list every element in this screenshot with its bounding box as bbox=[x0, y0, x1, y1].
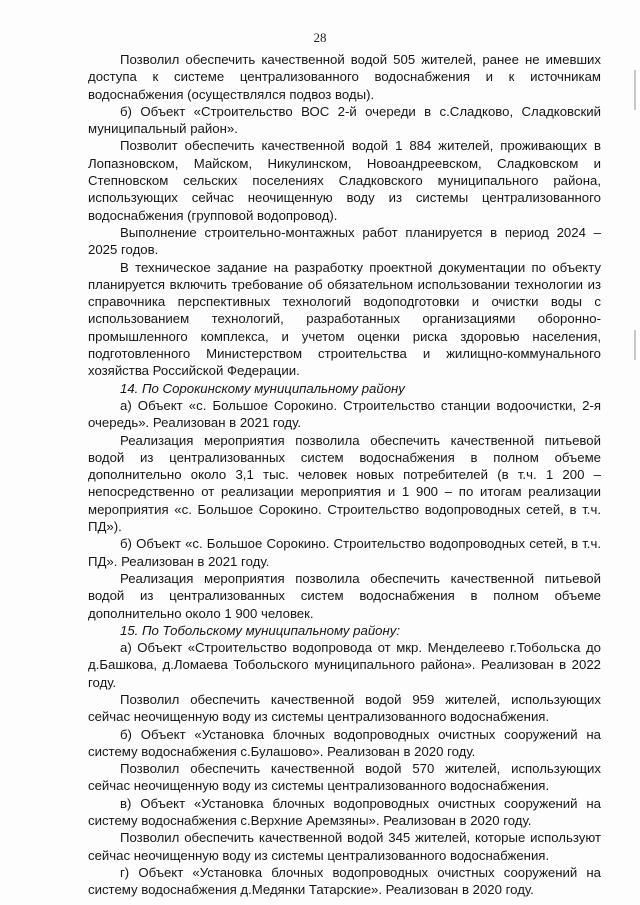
paragraph-505-residents: Позволил обеспечить качественной водой 505 жителей, ранее не имевших доступа к системе централизованного водоснабжения и к источникам водоснабжения (осуществлялся подвоз воды). bbox=[88, 52, 601, 102]
paragraph-sorokino-result-1: Реализация мероприятия позволила обеспечить качественной питьевой водой из централизованных систем водоснабжения в полном объеме дополнительно около 3,1 тыс. человек новых потребителей (в т.ч. 1 200 – непосредственно от реализации мероприятия и 1 900 – по итогам реализации мероприятия «с. Большое Сорокино. Строительство водопроводных сетей, в т.ч. ПД»). bbox=[88, 432, 601, 535]
paragraph-object-b-bulashovo: б) Объект «Установка блочных водопроводных очистных сооружений на систему водоснабжения с.Булашово». Реализован в 2020 году. bbox=[88, 726, 601, 759]
paragraph-construction-period: Выполнение строительно-монтажных работ планируется в период 2024 – 2025 годов. bbox=[88, 224, 601, 258]
paragraph-345-residents: Позволил обеспечить качественной водой 345 жителей, которые используют сейчас неочищенную воду из системы централизованного водоснабжения. bbox=[88, 830, 601, 863]
paragraph-object-b-sorokino: б) Объект «с. Большое Сорокино. Строительство водопроводных сетей, в т.ч. ПД». Реализован в 2021 году. bbox=[88, 536, 601, 569]
paragraph-sorokino-result-2: Реализация мероприятия позволила обеспечить качественной питьевой водой из централизованных систем водоснабжения в полном объеме дополнительно около 1 900 человек. bbox=[88, 570, 601, 621]
paragraph-object-v-aremzyany: в) Объект «Установка блочных водопроводных очистных сооружений на систему водоснабжения с.Верхние Аремзяны». Реализован в 2020 году. bbox=[88, 795, 601, 829]
section-heading-tobolsky: 15. По Тобольскому муниципальному району: bbox=[120, 622, 401, 638]
scan-edge-mark bbox=[634, 330, 636, 360]
paragraph-object-b-sladkovo: б) Объект «Строительство ВОС 2-й очереди в с.Сладково, Сладковский муниципальный район». bbox=[88, 103, 601, 137]
paragraph-technical-task: В техническое задание на разработку проектной документации по объекту планируется включить требование об обязательном использовании технологии из справочника перспективных технологий водоподготовки и очистки воды с использованием технологий, разработанных организациями оборонно-промышленного комплекса, и учетом оценки риска здоровью населения, подготовленного Министерством строительства и жилищно-коммунального хозяйства Российской Федерации. bbox=[88, 259, 601, 379]
paragraph-object-g-medyanki: г) Объект «Установка блочных водопроводных очистных сооружений на систему водоснабжения д.Медянки Татарские». Реализован в 2020 году. bbox=[88, 864, 601, 898]
page-number: 28 bbox=[313, 30, 327, 45]
paragraph-959-residents: Позволил обеспечить качественной водой 959 жителей, использующих сейчас неочищенную воду из системы централизованного водоснабжения. bbox=[88, 691, 601, 725]
paragraph-570-residents: Позволил обеспечить качественной водой 570 жителей, использующих сейчас неочищенную воду из системы централизованного водоснабжения. bbox=[88, 761, 601, 794]
document-body bbox=[88, 51, 601, 899]
paragraph-1884-residents: Позволит обеспечить качественной водой 1 884 жителей, проживающих в Лопазновском, Майском, Никулинском, Новоандреевском, Сладковском и Степновском сельских поселениях Сладковского муниципального района, использующих сейчас неочищенную воду из системы централизованного водоснабжения (групповой водопровод). bbox=[88, 138, 601, 223]
section-heading-sorokinsky: 14. По Сорокинскому муниципальному району bbox=[120, 380, 405, 396]
paragraph-object-a-tobolsk: а) Объект «Строительство водопровода от мкр. Менделеево г.Тобольска до д.Башкова, д.Ломаева Тобольского муниципального района». Реализован в 2022 году. bbox=[88, 640, 601, 690]
scan-edge-mark bbox=[634, 70, 636, 110]
paragraph-object-a-sorokino: а) Объект «с. Большое Сорокино. Строительство станции водоочистки, 2-я очередь». Реализован в 2021 году. bbox=[88, 397, 601, 431]
